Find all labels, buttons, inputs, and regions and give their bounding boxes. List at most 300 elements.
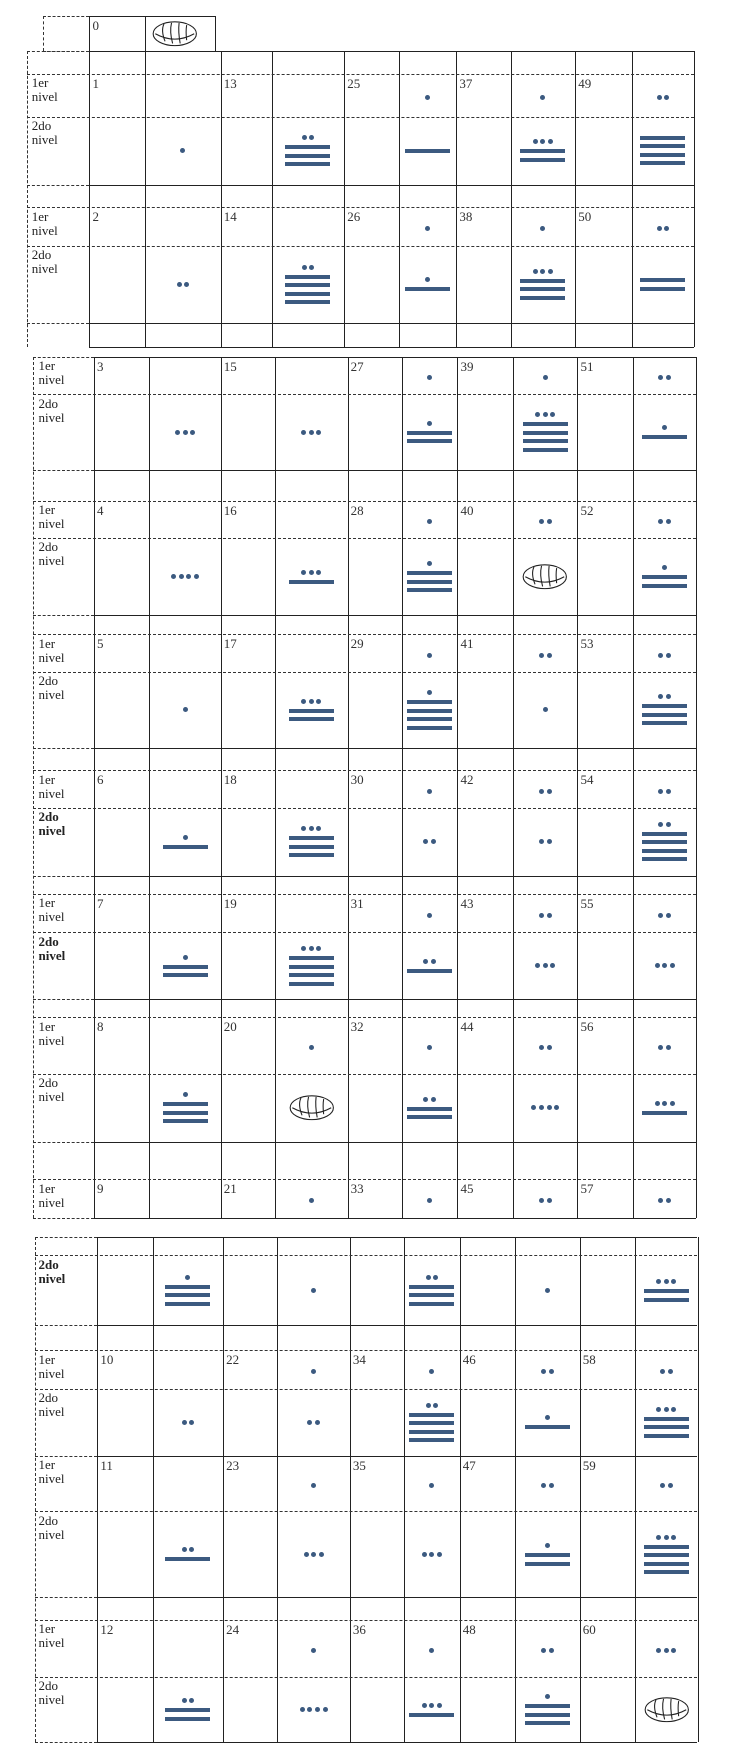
table-border	[89, 323, 694, 324]
glyph-dot	[554, 1105, 559, 1110]
glyph-bar	[163, 973, 208, 977]
number-label: 58	[582, 1352, 596, 1368]
glyph-dot	[429, 1648, 434, 1653]
table-border	[97, 1742, 697, 1743]
glyph-dot	[656, 1535, 661, 1540]
glyph-dot	[539, 1198, 544, 1203]
glyph-dot	[666, 789, 671, 794]
dashed-divider	[27, 51, 28, 347]
glyph-bar	[409, 1430, 454, 1434]
glyph-dot	[666, 375, 671, 380]
glyph-dot	[319, 1552, 324, 1557]
glyph-dot	[309, 1045, 314, 1050]
dashed-divider	[27, 207, 694, 208]
table-border	[221, 357, 222, 1218]
glyph-bar	[285, 275, 330, 279]
table-border	[97, 1237, 98, 1742]
glyph-bar	[407, 588, 452, 592]
glyph-dot	[545, 1543, 550, 1548]
glyph-dot	[657, 226, 662, 231]
glyph-bar	[642, 832, 687, 836]
dashed-divider	[27, 185, 89, 186]
glyph-bar	[520, 158, 565, 162]
glyph-bar	[523, 431, 568, 435]
glyph-dot	[315, 1707, 320, 1712]
number-label: 55	[580, 895, 594, 911]
table-border	[399, 51, 400, 347]
level-label: 2do nivel	[31, 117, 58, 147]
level-label: 2do nivel	[38, 539, 65, 569]
table-border	[149, 357, 150, 1218]
dashed-divider	[27, 323, 89, 324]
number-label: 23	[226, 1457, 240, 1473]
glyph-dot	[655, 963, 660, 968]
shell-zero-icon	[521, 562, 569, 591]
glyph-bar	[640, 144, 685, 148]
number-label: 2	[92, 209, 99, 225]
glyph-dot	[423, 959, 428, 964]
glyph-bar	[289, 717, 334, 721]
glyph-bar	[640, 287, 685, 291]
glyph-dot	[309, 135, 314, 140]
glyph-dot	[431, 1097, 436, 1102]
glyph-bar	[407, 571, 452, 575]
glyph-dot	[658, 375, 663, 380]
dashed-divider	[35, 1237, 36, 1742]
glyph-dot	[671, 1535, 676, 1540]
glyph-dot	[547, 839, 552, 844]
glyph-dot	[656, 1648, 661, 1653]
number-label: 12	[100, 1622, 114, 1638]
table-border	[89, 16, 90, 51]
dashed-divider	[35, 1742, 97, 1743]
glyph-dot	[550, 412, 555, 417]
number-label: 18	[223, 772, 237, 788]
glyph-dot	[427, 561, 432, 566]
glyph-bar	[163, 1102, 208, 1106]
table-border	[223, 1237, 224, 1742]
number-label: 57	[580, 1181, 594, 1197]
level-label: 1er nivel	[38, 1457, 65, 1487]
glyph-dot	[316, 946, 321, 951]
glyph-bar	[407, 1115, 452, 1119]
number-label: 34	[352, 1352, 366, 1368]
glyph-bar	[165, 1285, 210, 1289]
number-label: 45	[460, 1181, 474, 1197]
level-label: 1er nivel	[38, 502, 65, 531]
glyph-dot	[539, 789, 544, 794]
glyph-dot	[433, 1403, 438, 1408]
number-label: 54	[580, 772, 594, 788]
table-border	[277, 1237, 278, 1742]
glyph-dot	[658, 789, 663, 794]
number-label: 22	[226, 1352, 240, 1368]
glyph-bar	[289, 965, 334, 969]
dashed-divider	[35, 1325, 97, 1326]
glyph-dot	[426, 1403, 431, 1408]
glyph-dot	[427, 1045, 432, 1050]
glyph-dot	[190, 430, 195, 435]
glyph-dot	[427, 1198, 432, 1203]
glyph-dot	[309, 265, 314, 270]
glyph-dot	[658, 519, 663, 524]
level-label: 2do nivel	[38, 1256, 66, 1286]
glyph-dot	[180, 148, 185, 153]
glyph-dot	[664, 1279, 669, 1284]
glyph-bar	[409, 1713, 454, 1717]
table-border	[145, 16, 146, 51]
level-label: 1er nivel	[38, 1180, 65, 1210]
glyph-dot	[300, 1707, 305, 1712]
number-label: 42	[460, 772, 474, 788]
glyph-dot	[666, 822, 671, 827]
number-label: 32	[350, 1019, 364, 1035]
glyph-dot	[183, 955, 188, 960]
glyph-dot	[437, 1703, 442, 1708]
glyph-bar	[525, 1425, 570, 1429]
glyph-bar	[525, 1562, 570, 1566]
glyph-dot	[311, 1369, 316, 1374]
dashed-divider	[35, 1597, 97, 1598]
glyph-bar	[285, 145, 330, 149]
glyph-dot	[183, 1092, 188, 1097]
glyph-dot	[539, 839, 544, 844]
dashed-divider	[33, 1142, 94, 1143]
table-border	[515, 1237, 516, 1742]
number-label: 14	[223, 209, 237, 225]
glyph-dot	[309, 430, 314, 435]
glyph-dot	[671, 1648, 676, 1653]
glyph-bar	[165, 1302, 210, 1306]
glyph-dot	[182, 1547, 187, 1552]
dashed-divider	[27, 74, 694, 75]
number-label: 4	[96, 502, 104, 518]
table-border	[97, 1237, 697, 1238]
glyph-bar	[289, 853, 334, 857]
glyph-dot	[540, 226, 545, 231]
table-border	[94, 470, 696, 471]
glyph-dot	[183, 430, 188, 435]
glyph-dot	[429, 1483, 434, 1488]
glyph-dot	[664, 1407, 669, 1412]
number-label: 52	[580, 502, 594, 518]
glyph-dot	[658, 653, 663, 658]
glyph-dot	[539, 519, 544, 524]
glyph-bar	[644, 1545, 689, 1549]
glyph-bar	[640, 136, 685, 140]
glyph-dot	[664, 95, 669, 100]
table-border	[460, 1237, 461, 1742]
glyph-dot	[175, 430, 180, 435]
level-label: 2do nivel	[38, 395, 65, 425]
glyph-bar	[405, 149, 450, 153]
glyph-bar	[520, 296, 565, 300]
glyph-dot	[179, 574, 184, 579]
glyph-dot	[307, 1707, 312, 1712]
glyph-dot	[547, 1198, 552, 1203]
glyph-dot	[540, 95, 545, 100]
table-border	[89, 16, 215, 17]
glyph-dot	[315, 1420, 320, 1425]
table-border	[97, 1456, 697, 1457]
number-label: 6	[96, 772, 104, 788]
glyph-bar	[407, 717, 452, 721]
glyph-bar	[289, 982, 334, 986]
glyph-dot	[545, 1288, 550, 1293]
dashed-divider	[33, 357, 34, 1218]
level-label: 2do nivel	[38, 933, 66, 963]
glyph-dot	[301, 699, 306, 704]
glyph-dot	[427, 375, 432, 380]
glyph-bar	[407, 969, 452, 973]
glyph-bar	[525, 1721, 570, 1725]
number-label: 41	[460, 636, 474, 652]
dashed-divider	[33, 932, 697, 933]
dashed-divider	[33, 876, 94, 877]
table-border	[94, 615, 696, 616]
glyph-bar	[289, 709, 334, 713]
glyph-dot	[427, 690, 432, 695]
table-border	[404, 1237, 405, 1742]
number-label: 0	[92, 17, 99, 33]
glyph-dot	[171, 574, 176, 579]
glyph-dot	[662, 1101, 667, 1106]
dashed-divider	[33, 1179, 697, 1180]
table-border	[698, 1237, 699, 1742]
glyph-dot	[304, 1552, 309, 1557]
glyph-dot	[189, 1420, 194, 1425]
dashed-divider	[43, 16, 44, 51]
table-border	[97, 1597, 697, 1598]
glyph-dot	[184, 282, 189, 287]
glyph-bar	[409, 1285, 454, 1289]
dashed-divider	[35, 1511, 697, 1512]
glyph-dot	[547, 913, 552, 918]
glyph-dot	[666, 694, 671, 699]
glyph-dot	[664, 226, 669, 231]
number-label: 43	[460, 895, 474, 911]
glyph-bar	[289, 845, 334, 849]
glyph-bar	[407, 726, 452, 730]
glyph-bar	[640, 161, 685, 165]
dashed-divider	[35, 1677, 697, 1678]
number-label: 10	[100, 1352, 114, 1368]
glyph-dot	[543, 707, 548, 712]
glyph-dot	[670, 1101, 675, 1106]
glyph-bar	[525, 1713, 570, 1717]
glyph-dot	[301, 430, 306, 435]
glyph-bar	[407, 1107, 452, 1111]
glyph-bar	[523, 439, 568, 443]
glyph-bar	[640, 153, 685, 157]
glyph-dot	[186, 574, 191, 579]
level-label: 1er nivel	[38, 771, 65, 801]
glyph-dot	[666, 1198, 671, 1203]
glyph-dot	[655, 1101, 660, 1106]
level-label: 1er nivel	[38, 1351, 65, 1381]
glyph-bar	[165, 1708, 210, 1712]
glyph-dot	[671, 1407, 676, 1412]
glyph-bar	[642, 584, 687, 588]
glyph-bar	[644, 1425, 689, 1429]
glyph-dot	[547, 519, 552, 524]
table-border	[89, 51, 694, 52]
number-label: 15	[223, 358, 237, 374]
dashed-divider	[33, 470, 94, 471]
glyph-bar	[407, 431, 452, 435]
glyph-dot	[316, 699, 321, 704]
glyph-bar	[640, 278, 685, 282]
glyph-dot	[549, 1648, 554, 1653]
glyph-dot	[183, 835, 188, 840]
glyph-bar	[642, 840, 687, 844]
dashed-divider	[43, 16, 89, 17]
glyph-dot	[437, 1552, 442, 1557]
table-border	[633, 357, 634, 1218]
glyph-dot	[543, 375, 548, 380]
glyph-dot	[431, 839, 436, 844]
glyph-dot	[533, 269, 538, 274]
level-label: 2do nivel	[38, 1390, 65, 1420]
glyph-dot	[666, 913, 671, 918]
table-border	[694, 51, 695, 347]
glyph-bar	[409, 1413, 454, 1417]
glyph-bar	[525, 1553, 570, 1557]
number-label: 27	[350, 358, 364, 374]
glyph-bar	[642, 1111, 687, 1115]
glyph-dot	[182, 1698, 187, 1703]
glyph-dot	[658, 1045, 663, 1050]
shell-zero-icon	[151, 19, 199, 48]
glyph-dot	[549, 1483, 554, 1488]
glyph-bar	[289, 956, 334, 960]
number-label: 30	[350, 772, 364, 788]
dashed-divider	[33, 672, 697, 673]
number-label: 17	[223, 636, 237, 652]
dashed-divider	[33, 538, 697, 539]
number-label: 7	[96, 895, 104, 911]
glyph-bar	[520, 287, 565, 291]
glyph-bar	[165, 1717, 210, 1721]
number-label: 59	[582, 1457, 596, 1473]
glyph-dot	[535, 412, 540, 417]
glyph-bar	[163, 1111, 208, 1115]
table-border	[457, 357, 458, 1218]
number-label: 13	[223, 75, 237, 91]
glyph-dot	[429, 1552, 434, 1557]
glyph-dot	[658, 694, 663, 699]
table-border	[632, 51, 633, 347]
glyph-dot	[662, 565, 667, 570]
glyph-dot	[539, 1105, 544, 1110]
number-label: 3	[96, 358, 104, 374]
table-border	[513, 357, 514, 1218]
glyph-dot	[427, 789, 432, 794]
dashed-divider	[33, 748, 94, 749]
number-label: 33	[350, 1181, 364, 1197]
table-border	[575, 51, 576, 347]
glyph-bar	[285, 300, 330, 304]
glyph-dot	[670, 963, 675, 968]
number-label: 51	[580, 358, 594, 374]
glyph-dot	[664, 1648, 669, 1653]
number-label: 31	[350, 895, 364, 911]
glyph-dot	[311, 1552, 316, 1557]
dashed-divider	[33, 1218, 94, 1219]
number-label: 20	[223, 1019, 237, 1035]
glyph-dot	[666, 653, 671, 658]
number-label: 50	[578, 209, 592, 225]
level-label: 1er nivel	[31, 208, 58, 238]
glyph-bar	[407, 439, 452, 443]
glyph-dot	[311, 1648, 316, 1653]
glyph-dot	[550, 963, 555, 968]
glyph-bar	[285, 283, 330, 287]
number-label: 44	[460, 1019, 474, 1035]
level-label: 1er nivel	[38, 635, 65, 665]
number-label: 35	[352, 1457, 366, 1473]
glyph-bar	[644, 1553, 689, 1557]
number-label: 39	[460, 358, 474, 374]
table-border	[89, 347, 694, 348]
table-border	[89, 185, 694, 186]
glyph-bar	[407, 709, 452, 713]
glyph-dot	[533, 139, 538, 144]
dashed-divider	[33, 394, 697, 395]
number-label: 1	[92, 75, 99, 91]
dashed-divider	[33, 999, 94, 1000]
level-label: 2do nivel	[38, 1512, 65, 1542]
glyph-dot	[668, 1369, 673, 1374]
table-border	[348, 357, 349, 1218]
number-label: 25	[347, 75, 361, 91]
glyph-bar	[285, 292, 330, 296]
glyph-dot	[548, 269, 553, 274]
glyph-bar	[644, 1562, 689, 1566]
table-border	[153, 1237, 154, 1742]
glyph-dot	[548, 139, 553, 144]
dashed-divider	[27, 246, 694, 247]
level-label: 2do nivel	[38, 809, 66, 839]
level-label: 2do nivel	[31, 247, 58, 277]
glyph-dot	[541, 1648, 546, 1653]
glyph-bar	[642, 575, 687, 579]
glyph-dot	[429, 1369, 434, 1374]
glyph-dot	[531, 1105, 536, 1110]
glyph-bar	[289, 580, 334, 584]
number-label: 38	[459, 209, 473, 225]
glyph-bar	[642, 704, 687, 708]
glyph-dot	[309, 946, 314, 951]
number-label: 47	[462, 1457, 476, 1473]
table-border	[635, 1237, 636, 1742]
level-label: 1er nivel	[38, 358, 65, 388]
number-label: 21	[223, 1181, 237, 1197]
glyph-dot	[422, 1703, 427, 1708]
glyph-bar	[285, 162, 330, 166]
dashed-divider	[27, 51, 89, 52]
number-label: 5	[96, 636, 104, 652]
glyph-bar	[642, 713, 687, 717]
glyph-dot	[664, 1535, 669, 1540]
dashed-divider	[35, 1620, 697, 1621]
number-label: 53	[580, 636, 594, 652]
glyph-dot	[316, 430, 321, 435]
glyph-dot	[309, 570, 314, 575]
glyph-dot	[309, 1198, 314, 1203]
glyph-dot	[541, 1369, 546, 1374]
glyph-dot	[425, 277, 430, 282]
